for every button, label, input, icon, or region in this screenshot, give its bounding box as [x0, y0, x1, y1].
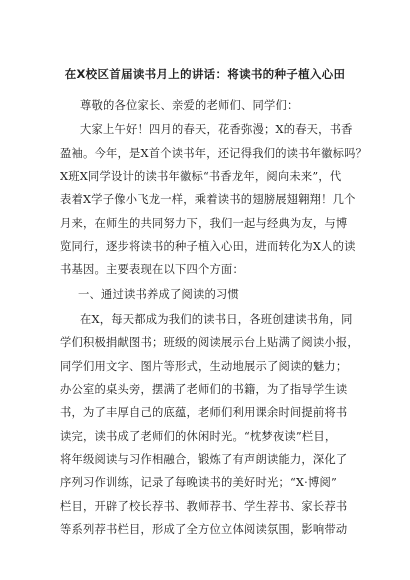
- salutation: 尊敬的各位家长、亲爱的老师们、同学们：: [80, 99, 299, 112]
- section-line: 栏目，开辟了校长荐书、教师荐书、学生荐书、家长荐书: [60, 500, 348, 513]
- document-title: 在X校区首届读书月上的讲话：将读书的种子植入心田: [64, 67, 346, 81]
- section-line: 将年级阅读与习作相融合，锻炼了有声朗读能力，深化了: [60, 453, 348, 466]
- section-line: 等系列荐书栏目，形成了全方位立体阅读氛围，影响带动: [60, 523, 348, 536]
- section-line: 学们积极捐献图书；班级的阅读展示台上贴满了阅读小报，: [60, 336, 359, 349]
- paragraph-line: 大家上午好！四月的春天，花香弥漫；X的春天，书香: [80, 123, 353, 136]
- paragraph-line: 览同行，逐步将读书的种子植入心田，进而转化为X人的读: [60, 240, 356, 253]
- paragraph-line: 盈袖。今年，是X首个读书年，还记得我们的读书年徽标吗？: [60, 147, 368, 160]
- paragraph-line: 书基因。主要表现在以下四个方面：: [60, 263, 244, 276]
- paragraph-line: 表着X学子像小飞龙一样，乘着读书的翅膀展翅翱翔！几个: [60, 193, 356, 206]
- section-line: 序列习作训练，记录了每晚读书的美好时光；“X·博阅”: [60, 476, 337, 489]
- section-line: 书，为了丰厚自己的底蕴，老师们利用课余时间提前将书: [60, 406, 348, 419]
- paragraph-line: X班X同学设计的读书年徽标“书香龙年，阅向未来”，代: [60, 170, 342, 183]
- section-heading: 一、通过读书养成了阅读的习惯: [78, 288, 239, 301]
- paragraph-line: 月来，在师生的共同努力下，我们一起与经典为友，与博: [60, 217, 348, 230]
- section-line: 在X，每天都成为我们的读书日，各班创建读书角，同: [80, 313, 353, 326]
- section-line: 读完，读书成了老师们的休闲时光。“枕梦夜读”栏目，: [60, 430, 337, 443]
- section-line: 同学们用文字、图片等形式，生动地展示了阅读的魅力；: [60, 360, 348, 373]
- section-line: 办公室的桌头旁，摆满了老师们的书籍，为了指导学生读: [60, 383, 348, 396]
